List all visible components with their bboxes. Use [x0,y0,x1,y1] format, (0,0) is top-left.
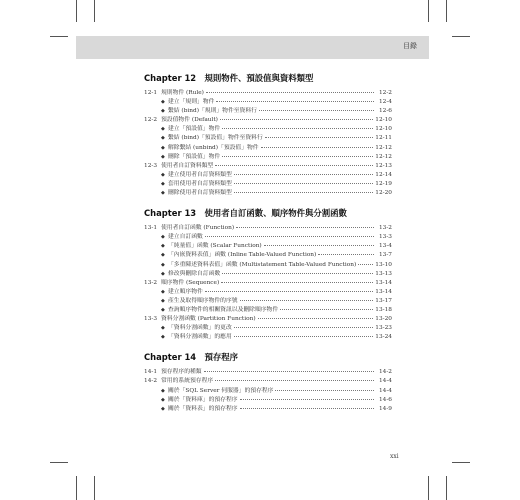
entry-title: 修改與刪除自訂函數 [168,270,221,277]
chapter-title: Chapter 14 預存程序 [144,352,239,363]
entry-page-number: 13-18 [375,306,392,313]
toc-subsection-entry[interactable] [144,189,392,198]
section-number: 13-2 [144,279,158,286]
chapter-section [144,207,392,342]
toc-section-entry[interactable] [144,162,392,171]
toc-subsection-entry[interactable] [144,125,392,134]
entry-page-number: 12-14 [375,171,392,178]
crop-mark [446,0,447,22]
dot-leader [222,156,373,157]
dot-leader [222,128,373,129]
entry-title: 「資料分割函數」的更改 [168,325,232,332]
diamond-bullet-icon: ◆ [161,297,165,304]
entry-page-number: 13-20 [375,316,392,323]
dot-leader [215,380,374,381]
toc-subsection-entry[interactable] [144,153,392,162]
entry-page-number: 13-14 [375,288,392,295]
crop-mark [76,476,77,500]
dot-leader [240,408,374,409]
dot-leader [234,327,374,328]
entry-page-number: 12-12 [375,153,392,160]
entry-page-number: 13-24 [375,334,392,341]
dot-leader [358,264,373,265]
section-number: 12-3 [144,162,158,169]
entry-page-number: 13-3 [378,234,392,241]
entry-page-number: 12-10 [375,126,392,133]
dot-leader [318,254,374,255]
section-number: 14-1 [144,369,158,376]
diamond-bullet-icon: ◆ [161,405,165,412]
section-number: 12-1 [144,90,158,96]
entry-title: 刪除「預設值」物件 [168,153,221,160]
diamond-bullet-icon: ◆ [161,135,165,142]
crop-mark [50,36,68,37]
crop-mark [94,476,95,500]
diamond-bullet-icon: ◆ [161,243,165,250]
toc-section-entry[interactable] [144,368,392,377]
entry-title: 建立順序物件 [168,288,203,295]
toc-subsection-entry[interactable] [144,405,392,414]
entry-page-number: 12-4 [378,99,392,106]
dot-leader [234,336,374,337]
dot-leader [206,92,374,93]
entry-page-number: 13-17 [375,297,392,304]
entry-title: 使用者自訂資料類型 [161,162,214,169]
chapter-section [144,72,392,198]
entry-title: 使用者自訂函數 (Function) [161,225,235,232]
toc-subsection-entry[interactable] [144,107,392,116]
entry-title: 繫結 (bind)「預設值」物件至資料行 [168,135,263,142]
entry-page-number: 12-19 [375,180,392,187]
entry-page-number: 12-12 [375,144,392,151]
entry-page-number: 13-2 [378,225,392,232]
crop-mark [94,0,95,22]
diamond-bullet-icon: ◆ [161,144,165,151]
dot-leader [265,137,374,138]
dot-leader [280,309,373,310]
toc-subsection-entry[interactable] [144,270,392,279]
crop-mark [50,462,68,463]
entry-page-number: 12-2 [378,90,392,96]
entry-page-number: 14-4 [378,387,392,394]
entry-page-number: 13-4 [378,243,392,250]
toc-section-entry[interactable] [144,315,392,324]
dot-leader [234,174,374,175]
entry-page-number: 12-6 [378,108,392,115]
toc-subsection-entry[interactable] [144,233,392,242]
entry-title: 「資料分割函數」的應用 [168,334,232,341]
entry-page-number: 13-14 [375,279,392,286]
diamond-bullet-icon: ◆ [161,334,165,341]
toc-subsection-entry[interactable] [144,306,392,315]
entry-title: 順序物件 (Sequence) [161,279,220,286]
entry-title: 預存程序的種類 [161,369,202,376]
crop-mark [428,476,429,500]
entry-title: 關於「SQL Server 伺服器」的預存程序 [168,387,274,394]
toc-subsection-entry[interactable] [144,134,392,143]
entry-title: 關於「資料庫」的預存程序 [168,396,238,403]
diamond-bullet-icon: ◆ [161,252,165,259]
entry-page-number: 14-9 [378,405,392,412]
toc-subsection-entry[interactable] [144,387,392,396]
entry-page-number: 12-10 [375,117,392,124]
toc-section-entry[interactable] [144,279,392,288]
entry-title: 建立「規則」物件 [168,99,215,106]
crop-mark [428,0,429,22]
diamond-bullet-icon: ◆ [161,234,165,241]
toc-subsection-entry[interactable] [144,180,392,189]
entry-page-number: 13-10 [375,261,392,268]
toc-content [144,68,392,423]
entry-page-number: 13-23 [375,325,392,332]
entry-page-number: 13-13 [375,270,392,277]
toc-section-entry[interactable] [144,377,392,386]
entry-title: 「純量值」函數 (Scalar Function) [168,243,262,250]
dot-leader [205,291,373,292]
dot-leader [205,236,374,237]
toc-subsection-entry[interactable] [144,324,392,333]
entry-title: 套用使用者自訂資料類型 [168,180,232,187]
dot-leader [236,227,374,228]
dot-leader [240,399,374,400]
toc-subsection-entry[interactable] [144,333,392,342]
diamond-bullet-icon: ◆ [161,270,165,277]
entry-page-number: 13-7 [378,252,392,259]
dot-leader [220,119,373,120]
dot-leader [222,273,373,274]
dot-leader [204,371,374,372]
entry-title: 解除繫結 (unbind)「預設值」物件 [168,144,259,151]
entry-title: 建立自訂函數 [168,234,203,241]
entry-title: 查詢順序物件的相關資訊以及刪除順序物件 [168,306,279,313]
entry-title: 繫結 (bind)「規則」物件至資料行 [168,108,257,115]
chapter-title: Chapter 13 使用者自訂函數、順序物件與分割函數 [144,208,347,219]
page-number: xxi [390,453,399,460]
dot-leader [234,183,374,184]
toc-subsection-entry[interactable] [144,288,392,297]
diamond-bullet-icon: ◆ [161,153,165,160]
toc-subsection-entry[interactable] [144,297,392,306]
entry-title: 預設值物件 (Default) [161,117,218,124]
diamond-bullet-icon: ◆ [161,261,165,268]
diamond-bullet-icon: ◆ [161,325,165,332]
diamond-bullet-icon: ◆ [161,99,165,106]
dot-leader [264,245,374,246]
dot-leader [259,110,374,111]
section-number: 14-2 [144,378,158,385]
diamond-bullet-icon: ◆ [161,171,165,178]
toc-subsection-entry[interactable] [144,144,392,153]
section-number: 12-2 [144,117,158,124]
dot-leader [240,300,374,301]
crop-mark [452,36,470,37]
entry-title: 資料分割函數 (Partition Function) [161,316,256,323]
chapter-title: Chapter 12 規則物件、預設值與資料類型 [144,73,314,83]
entry-title: 刪除使用者自訂資料類型 [168,190,232,197]
entry-title: 建立使用者自訂資料類型 [168,171,232,178]
diamond-bullet-icon: ◆ [161,288,165,295]
entry-page-number: 12-20 [375,190,392,197]
toc-subsection-entry[interactable] [144,171,392,180]
toc-section-entry[interactable] [144,89,392,98]
section-number: 13-1 [144,225,158,232]
entry-page-number: 14-6 [378,396,392,403]
toc-subsection-entry[interactable] [144,396,392,405]
crop-mark [452,462,470,463]
toc-subsection-entry[interactable] [144,251,392,260]
diamond-bullet-icon: ◆ [161,396,165,403]
entry-title: 「內嵌資料表值」函數 (Inline Table-Valued Function) [168,252,317,259]
entry-title: 產生及取得順序物件的序號 [168,297,238,304]
toc-subsection-entry[interactable] [144,242,392,251]
dot-leader [261,147,374,148]
dot-leader [275,390,374,391]
entry-title: 「多重陳述資料表值」函數 (Multistatement Table-Valued Function) [168,261,357,268]
section-number: 13-3 [144,316,158,323]
entry-title: 規則物件 (Rule) [161,90,204,96]
header-band [76,36,429,59]
entry-title: 關於「資料表」的預存程序 [168,405,238,412]
header-label: 目錄 [403,42,417,50]
diamond-bullet-icon: ◆ [161,126,165,133]
entry-page-number: 12-11 [375,135,392,142]
crop-mark [76,0,77,22]
entry-title: 建立「預設值」物件 [168,126,221,133]
diamond-bullet-icon: ◆ [161,387,165,394]
toc-subsection-entry[interactable] [144,98,392,107]
diamond-bullet-icon: ◆ [161,190,165,197]
diamond-bullet-icon: ◆ [161,108,165,115]
crop-mark [446,476,447,500]
toc-section-entry[interactable] [144,116,392,125]
entry-page-number: 14-4 [378,378,392,385]
dot-leader [234,192,374,193]
dot-leader [221,282,373,283]
dot-leader [215,165,373,166]
diamond-bullet-icon: ◆ [161,180,165,187]
toc-subsection-entry[interactable] [144,261,392,270]
entry-page-number: 12-13 [375,162,392,169]
dot-leader [216,101,374,102]
entry-page-number: 14-2 [378,369,392,376]
chapter-section [144,351,392,413]
dot-leader [258,318,374,319]
toc-section-entry[interactable] [144,224,392,233]
entry-title: 常用的系統預存程序 [161,378,214,385]
diamond-bullet-icon: ◆ [161,306,165,313]
